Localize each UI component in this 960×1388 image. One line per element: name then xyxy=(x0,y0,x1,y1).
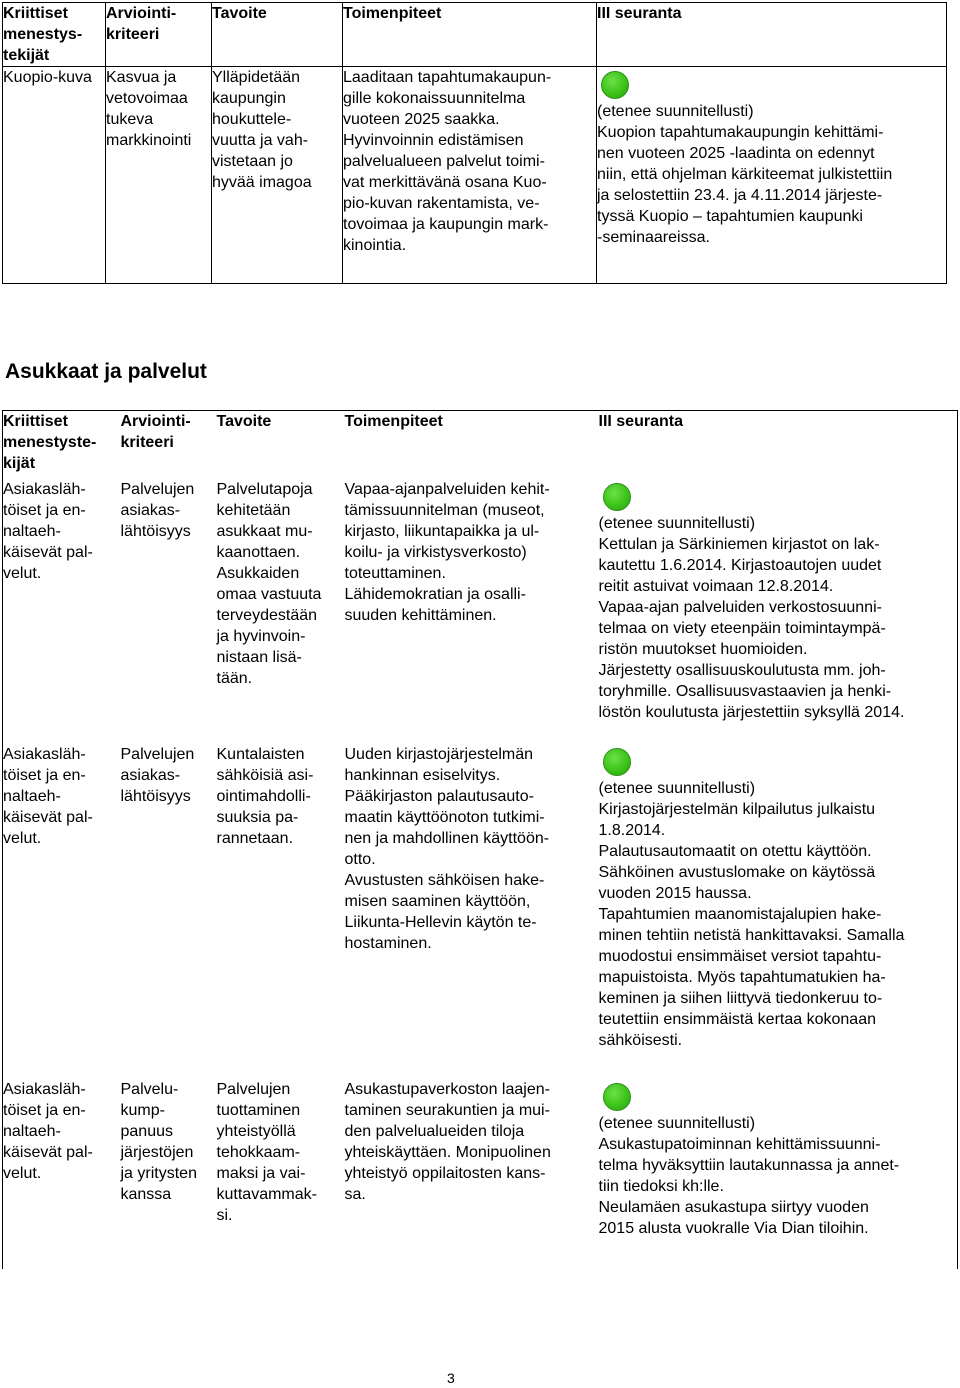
table-cell: Palvelujen asiakas- lähtöisyys xyxy=(120,481,195,540)
header-cell xyxy=(121,411,217,480)
table-cell: Ylläpidetään kaupungin houkuttele- vuutta ja vah- vistetaan jo hyvää imagoa xyxy=(212,67,343,284)
table-row xyxy=(3,744,958,1079)
header-actions: Toimenpiteet xyxy=(344,413,443,430)
header-criteria: Arviointi- kriteeri xyxy=(120,413,191,451)
table-row xyxy=(3,479,958,744)
table-cell: Asukastupaverkoston laajen- taminen seurakuntien ja mui- den palvelualueiden tiloja yhteiskäyttäen. Monipuolinen yhteistyö oppilaitosten kans- sa. xyxy=(344,1081,551,1203)
table-header-row xyxy=(3,3,947,67)
status-green-dot-icon xyxy=(601,71,629,99)
status-text: (etenee suunnitellusti) xyxy=(597,103,754,120)
header-critical-factors: Kriittiset menestys-tekijät xyxy=(3,5,83,64)
table-cell: Palvelutapoja kehitetään asukkaat mu- kaanottaen. Asukkaiden omaa vastuuta terveydestään ja hyvinvoin- nistaan lisä- tään. xyxy=(216,481,322,687)
header-cell xyxy=(212,3,343,67)
status-green-dot-icon xyxy=(603,1083,631,1111)
table-cell: Kuopio-kuva xyxy=(3,67,106,284)
header-goal: Tavoite xyxy=(216,413,272,430)
table-asukkaat-ja-palvelut xyxy=(2,410,958,1269)
table-cell: (etenee suunnitellusti) Kuopion tapahtumakaupungin kehittämi- nen vuoteen 2025 -laadinta on edennyt niin, että ohjelman kärkiteemat julkistettiin ja selostettiin 23.4. ja 4.11.2014 järjeste- tyssä Kuopio – tapahtumien kaupunki -seminaareissa. xyxy=(597,67,947,284)
page-number: 3 xyxy=(447,1370,455,1386)
table-cell: (etenee suunnitellusti) Kettulan ja Särkiniemen kirjastot on lak- kautettu 1.6.2014. Kirjastoautojen uudet reitit astuivat voimaan 12.8.2014. Vapaa-ajan palveluiden verkostosuunni- telmaa on viety eteenpäin toimintaympä- ristön muutokset huomioiden. Järjestetty osallisuuskoulutusta mm. joh- toryhmille. Osallisuusvastaavien ja henki- löstön koulutusta järjestettiin syksyllä 2014. xyxy=(599,479,958,744)
table-cell: Uuden kirjastojärjestelmän hankinnan esiselvitys. Pääkirjaston palautusauto- maatin käyttöönoton tutkimi- nen ja mahdollinen käyttöön- otto. Avustusten sähköisen hake- misen saaminen käyttöön, Liikunta-Hellevin käytön te- hostaminen. xyxy=(344,746,550,952)
section-title: Asukkaat ja palvelut xyxy=(5,360,207,383)
status-text: (etenee suunnitellusti) xyxy=(598,515,756,532)
table-row xyxy=(3,67,947,284)
header-cell xyxy=(345,411,599,480)
status-green-dot-icon xyxy=(603,483,631,511)
table-cell: (etenee suunnitellusti) Asukastupatoiminnan kehittämissuunni- telma hyväksyttiin lautakunnassa ja annet- tiin tiedoksi kh:lle. Neulamäen asukastupa siirtyy vuoden 2015 alusta vuokralle Via Dian tiloihin. xyxy=(599,1079,958,1269)
header-actions: Toimenpiteet xyxy=(343,5,442,22)
table-cell: Asiakasläh- töiset ja en- naltaeh- käisevät pal- velut. xyxy=(3,744,121,1079)
table-cell: Palvelujen tuottaminen yhteistyöllä tehokkaam- maksi ja vai- kuttavammak- si. xyxy=(216,1081,317,1224)
table-header-row xyxy=(3,411,958,480)
header-cell xyxy=(3,3,106,67)
header-cell xyxy=(599,411,958,480)
status-text: (etenee suunnitellusti) xyxy=(598,1115,756,1132)
header-goal: Tavoite xyxy=(212,5,267,22)
header-follow-up: III seuranta xyxy=(597,5,682,22)
header-cell xyxy=(343,3,597,67)
header-critical-factors: Kriittiset menestyste- kijät xyxy=(3,413,97,472)
table-cell: (etenee suunnitellusti) Kirjastojärjestelmän kilpailutus julkaistu 1.8.2014. Palautusautomaatit on otettu käyttöön. Sähköinen avustuslomake on käytössä vuoden 2015 haussa. Tapahtumien maanomistajalupien hake- minen tehtiin netistä hankittavaksi. Samalla muodostui ensimmäiset versiot tapahtu- mapuistoista. Myös tapahtumatukien ha- keminen ja siihen liittyvä tiedonkeruu to- teutettiin ensimmäistä kertaa kokonaan sähköisesti. xyxy=(599,744,958,1079)
table-cell: Vapaa-ajanpalveluiden kehit- tämissuunnitelman (museot, kirjasto, liikuntapaikka ja ul- koilu- ja virkistysverkosto) toteuttaminen. Lähidemokratian ja osalli- suuden kehittäminen. xyxy=(344,481,550,624)
header-cell xyxy=(106,3,212,67)
table-cell: Palvelu- kump- panuus järjestöjen ja yritysten kanssa xyxy=(120,1081,197,1203)
header-cell xyxy=(217,411,345,480)
table-cell: Laaditaan tapahtumakaupun- gille kokonaissuunnitelma vuoteen 2025 saakka. Hyvinvoinnin edistämisen palvelualueen palvelut toimi- vat merkittävänä osana Kuo- pio-kuvan rakentamista, ve- tovoimaa ja kaupungin mark- kinointia. xyxy=(343,67,597,284)
table-cell: Palvelujen asiakas- lähtöisyys xyxy=(120,746,195,805)
header-follow-up: III seuranta xyxy=(598,413,683,430)
table-cell: Kuntalaisten sähköisiä asi- ointimahdolli- suuksia pa- rannetaan. xyxy=(216,746,314,847)
table-row xyxy=(3,1079,958,1269)
table-kuopio-kuva xyxy=(2,2,947,284)
table-cell: Asiakasläh- töiset ja en- naltaeh- käisevät pal- velut. xyxy=(3,1079,121,1269)
table-cell: Asiakasläh- töiset ja en- naltaeh- käisevät pal- velut. xyxy=(3,479,121,744)
header-cell xyxy=(3,411,121,480)
table-cell: Kasvua ja vetovoimaa tukeva markkinointi xyxy=(106,67,212,284)
status-green-dot-icon xyxy=(603,748,631,776)
status-text: (etenee suunnitellusti) xyxy=(598,780,756,797)
header-criteria: Arviointi-kriteeri xyxy=(106,5,177,43)
header-cell xyxy=(597,3,947,67)
